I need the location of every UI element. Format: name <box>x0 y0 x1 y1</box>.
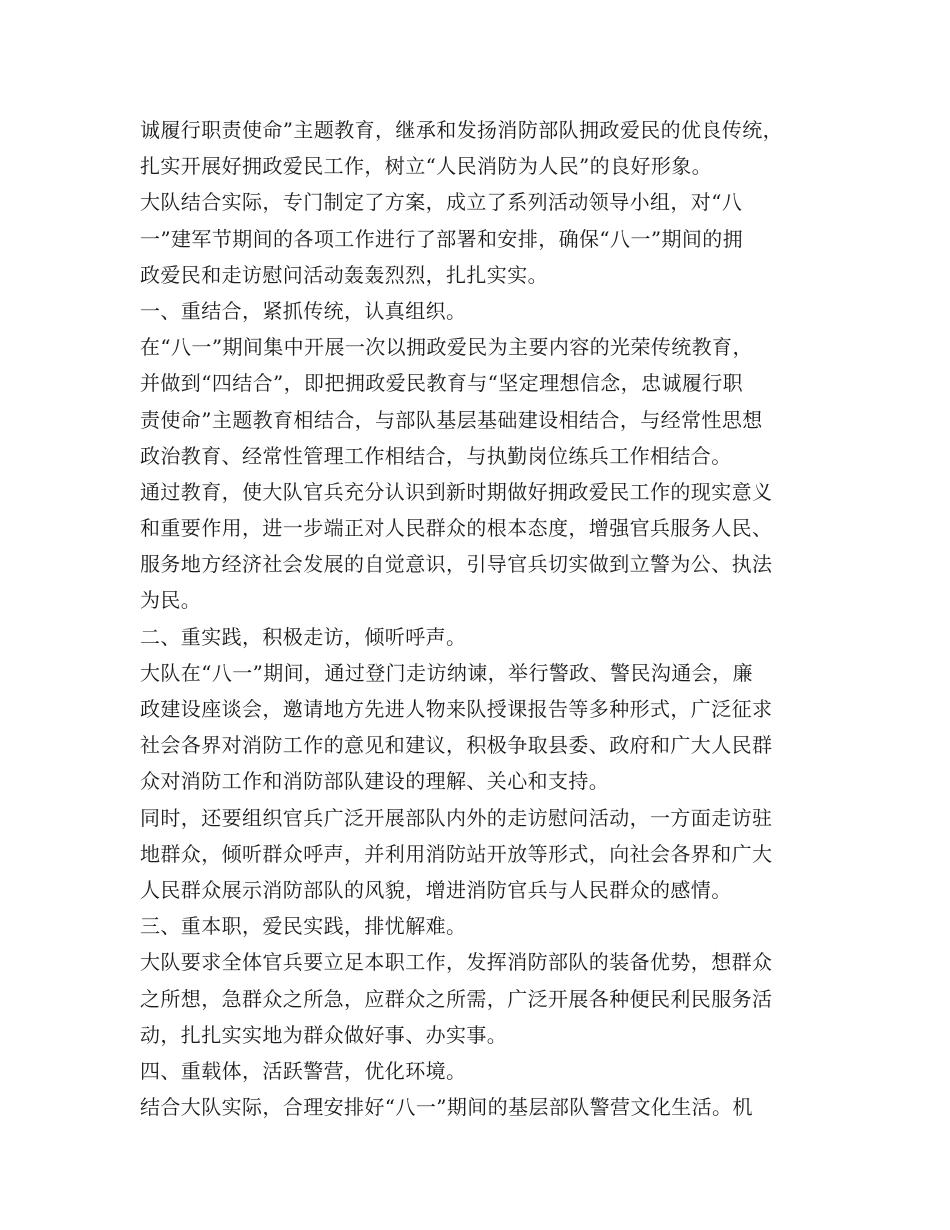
section-heading: 二、重实践，积极走访，倾听呼声。 <box>140 624 467 649</box>
text-line: 政治教育、经常性管理工作相结合，与执勤岗位练兵工作相结合。 <box>140 443 732 468</box>
text-line: 人民群众展示消防部队的风貌，增进消防官兵与人民群众的感情。 <box>140 877 732 902</box>
text-line: 结合大队实际，合理安排好“八一”期间的基层部队警营文化生活。机 <box>140 1095 753 1120</box>
section-heading: 四、重载体，活跃警营，优化环境。 <box>140 1058 467 1083</box>
text-line: 政爱民和走访慰问活动轰轰烈烈，扎扎实实。 <box>140 262 548 287</box>
text-line: 诚履行职责使命”主题教育，继承和发扬消防部队拥政爱民的优良传统， <box>140 118 784 142</box>
text-line: 扎实开展好拥政爱民工作，树立“人民消防为人民”的良好形象。 <box>140 154 713 179</box>
text-line: 责使命”主题教育相结合，与部队基层基础建设相结合，与经常性思想 <box>140 407 763 432</box>
text-line: 之所想，急群众之所急，应群众之所需，广泛开展各种便民利民服务活 <box>140 986 773 1011</box>
text-line: 社会各界对消防工作的意见和建议，积极争取县委、政府和广大人民群 <box>140 733 773 758</box>
text-line: 动，扎扎实实地为群众做好事、办实事。 <box>140 1022 508 1047</box>
document-body <box>140 112 830 1125</box>
text-line: 大队要求全体官兵要立足本职工作，发挥消防部队的装备优势，想群众 <box>140 950 773 975</box>
text-line: 地群众，倾听群众呼声，并利用消防站开放等形式，向社会各界和广大 <box>140 841 773 866</box>
text-line: 众对消防工作和消防部队建设的理解、关心和支持。 <box>140 769 610 794</box>
text-line: 大队结合实际，专门制定了方案，成立了系列活动领导小组，对“八 <box>140 190 743 215</box>
text-line: 和重要作用，进一步端正对人民群众的根本态度，增强官兵服务人民、 <box>140 516 773 541</box>
section-heading: 一、重结合，紧抓传统，认真组织。 <box>140 298 467 323</box>
text-line: 政建设座谈会，邀请地方先进人物来队授课报告等多种形式，广泛征求 <box>140 697 773 721</box>
text-line: 同时，还要组织官兵广泛开展部队内外的走访慰问活动，一方面走访驻 <box>140 805 773 830</box>
text-line: 大队在“八一”期间，通过登门走访纳谏，举行警政、警民沟通会，廉 <box>140 660 753 685</box>
text-line: 为民。 <box>140 588 202 613</box>
text-line: 通过教育，使大队官兵充分认识到新时期做好拥政爱民工作的现实意义 <box>140 479 773 504</box>
text-line: 在“八一”期间集中开展一次以拥政爱民为主要内容的光荣传统教育， <box>140 335 753 360</box>
section-heading: 三、重本职，爱民实践，排忧解难。 <box>140 914 467 939</box>
text-line: 并做到“四结合”，即把拥政爱民教育与“坚定理想信念，忠诚履行职 <box>140 371 744 396</box>
text-line: 服务地方经济社会发展的自觉意识，引导官兵切实做到立警为公、执法 <box>140 552 773 577</box>
text-line: 一”建军节期间的各项工作进行了部署和安排，确保“八一”期间的拥 <box>140 226 744 251</box>
